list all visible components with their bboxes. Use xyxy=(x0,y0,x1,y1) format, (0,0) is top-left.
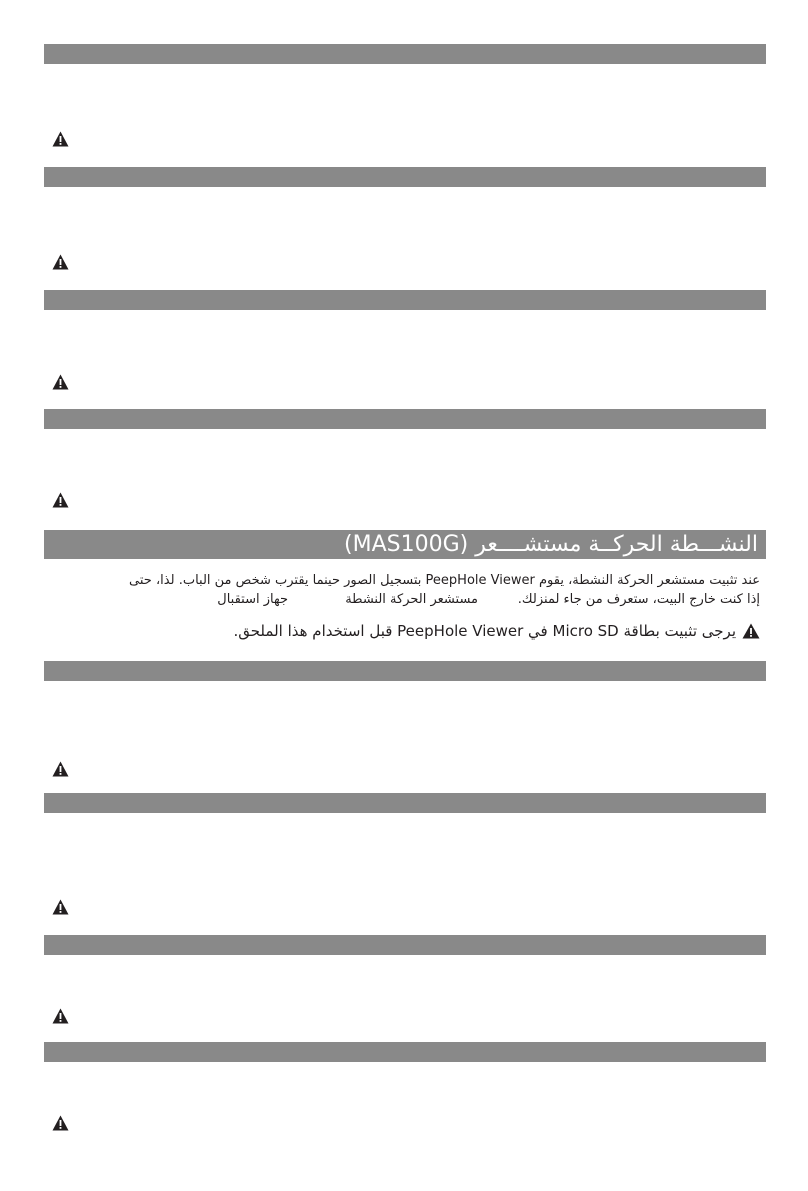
section-header-bar xyxy=(44,793,766,813)
notice-text: يرجى تثبيت بطاقة Micro SD في PeepHole Viewer قبل استخدام هذا الملحق. xyxy=(233,622,736,640)
section-header-bar xyxy=(44,661,766,681)
section-title-bar xyxy=(44,530,766,559)
warning-triangle-icon xyxy=(52,254,69,270)
paragraph-line-2: إذا كنت خارج البيت، ستعرف من جاء لمنزلك. xyxy=(517,592,760,607)
paragraph-line-1: عند تثبيت مستشعر الحركة النشطة، يقوم PeepHole Viewer بتسجيل الصور حينما يقترب شخص من الباب. لذا، حتى xyxy=(129,573,760,588)
warning-triangle-icon xyxy=(52,492,69,508)
warning-triangle-icon xyxy=(52,374,69,390)
warning-triangle-icon xyxy=(52,1008,69,1024)
warning-triangle-icon xyxy=(52,899,69,915)
notice-line xyxy=(233,621,760,641)
section-header-bar xyxy=(44,935,766,955)
label-receiver: جهاز استقبال xyxy=(217,592,288,607)
section-header-bar xyxy=(44,409,766,429)
section-title: النشـــطة الحركــة مستشــــعر (MAS100G) xyxy=(344,532,758,557)
warning-triangle-icon xyxy=(52,761,69,777)
section-header-bar xyxy=(44,167,766,187)
warning-triangle-icon xyxy=(52,1115,69,1131)
section-header-bar xyxy=(44,44,766,64)
section-header-bar xyxy=(44,290,766,310)
section-header-bar xyxy=(44,1042,766,1062)
warning-triangle-icon xyxy=(742,623,760,639)
label-active-motion-sensor: مستشعر الحركة النشطة xyxy=(345,592,478,607)
warning-triangle-icon xyxy=(52,131,69,147)
